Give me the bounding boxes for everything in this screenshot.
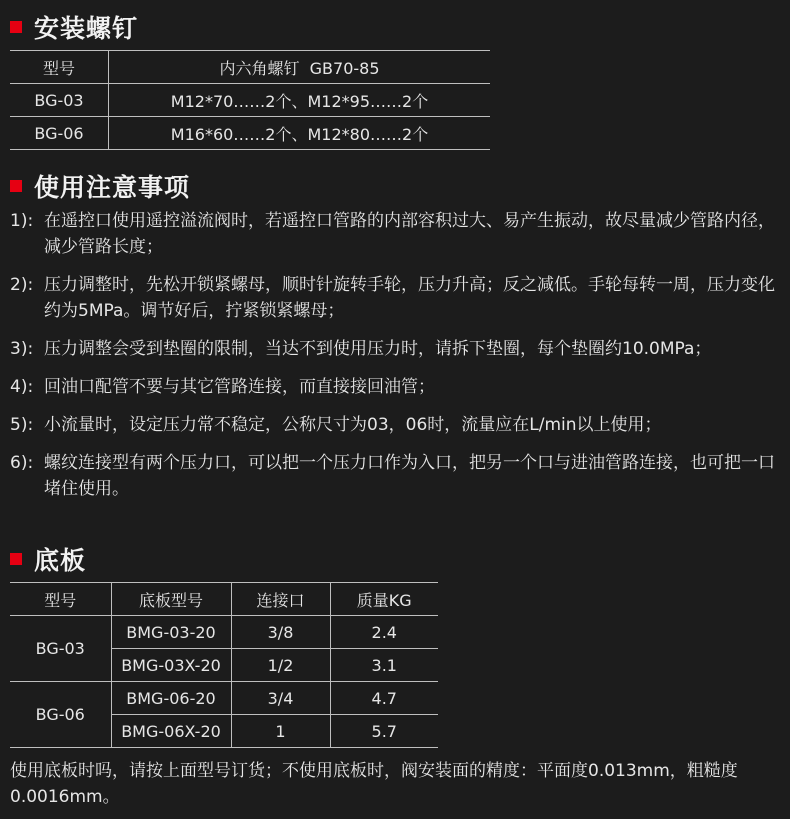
note-number: 3): xyxy=(10,339,34,359)
port-cell: 1/2 xyxy=(231,649,330,682)
table-header-row xyxy=(10,51,490,84)
note-text: 压力调整会受到垫圈的限制，当达不到使用压力时，请拆下垫圈，每个垫圈约10.0MPa； xyxy=(44,339,712,359)
table-row xyxy=(10,682,438,715)
header-base-model: 底板型号 xyxy=(111,583,231,616)
note-number: 5): xyxy=(10,415,34,435)
row-screw-spec: M16*60……2个、M12*80……2个 xyxy=(170,124,429,144)
weight-cell: 2.4 xyxy=(330,616,438,649)
note-number: 1): xyxy=(10,211,34,231)
table-row xyxy=(10,616,438,649)
header-port: 连接口 xyxy=(231,583,330,616)
port-cell: 1 xyxy=(231,715,330,748)
install-section-heading xyxy=(10,10,138,44)
table-header-row xyxy=(10,583,438,616)
header-model: 型号 xyxy=(10,51,109,83)
note-text: 压力调整时，先松开锁紧螺母，顺时针旋转手轮，压力升高；反之减低。手轮每转一周，压力变化约为5MPa。调节好后，拧紧锁紧螺母； xyxy=(44,275,775,321)
red-square-icon xyxy=(10,180,22,192)
note-text: 小流量时，设定压力常不稳定，公称尺寸为03，06时，流量应在L/min以上使用； xyxy=(44,415,662,435)
install-section-title: 安装螺钉 xyxy=(34,14,139,43)
base-model-cell: BMG-06X-20 xyxy=(111,715,231,748)
usage-notes-list xyxy=(10,208,778,514)
notes-section-heading xyxy=(10,169,190,203)
base-plate-table xyxy=(10,582,438,748)
note-text: 螺纹连接型有两个压力口，可以把一个压力口作为入口，把另一个口与进油管路连接，也可把一口堵住使用。 xyxy=(44,453,775,499)
list-item xyxy=(10,374,778,400)
list-item xyxy=(10,450,778,502)
list-item xyxy=(10,208,778,260)
row-model: BG-03 xyxy=(10,84,109,116)
weight-cell: 5.7 xyxy=(330,715,438,748)
row-screw-spec: M12*70……2个、M12*95……2个 xyxy=(170,91,429,111)
header-model: 型号 xyxy=(10,583,111,616)
note-number: 2): xyxy=(10,275,34,295)
header-weight: 质量KG xyxy=(330,583,438,616)
port-cell: 3/8 xyxy=(231,616,330,649)
red-square-icon xyxy=(10,21,22,33)
group-model: BG-03 xyxy=(10,616,111,682)
group-model: BG-06 xyxy=(10,682,111,748)
base-section-heading xyxy=(10,542,86,576)
list-item xyxy=(10,272,778,324)
weight-cell: 4.7 xyxy=(330,682,438,715)
table-row xyxy=(10,84,490,117)
table-row xyxy=(10,117,490,150)
note-text: 回油口配管不要与其它管路连接，而直接接回油管； xyxy=(44,377,435,397)
notes-section-title: 使用注意事项 xyxy=(34,173,191,202)
base-model-cell: BMG-06-20 xyxy=(111,682,231,715)
port-cell: 3/4 xyxy=(231,682,330,715)
note-number: 4): xyxy=(10,377,34,397)
base-model-cell: BMG-03-20 xyxy=(111,616,231,649)
install-screw-table xyxy=(10,50,490,150)
list-item xyxy=(10,336,778,362)
red-square-icon xyxy=(10,553,22,565)
note-number: 6): xyxy=(10,453,34,473)
list-item xyxy=(10,412,778,438)
base-section-title: 底板 xyxy=(34,546,87,575)
note-text: 在遥控口使用遥控溢流阀时，若遥控口管路的内部容积过大、易产生振动，故尽量减少管路内径，减少管路长度； xyxy=(44,211,775,257)
base-model-cell: BMG-03X-20 xyxy=(111,649,231,682)
weight-cell: 3.1 xyxy=(330,649,438,682)
header-screw: 内六角螺钉 GB70-85 xyxy=(219,58,380,78)
row-model: BG-06 xyxy=(10,117,109,149)
footer-note: 使用底板时吗，请按上面型号订货；不使用底板时，阀安装面的精度：平面度0.013mm，粗糙度0.0016mm。 xyxy=(10,761,738,807)
